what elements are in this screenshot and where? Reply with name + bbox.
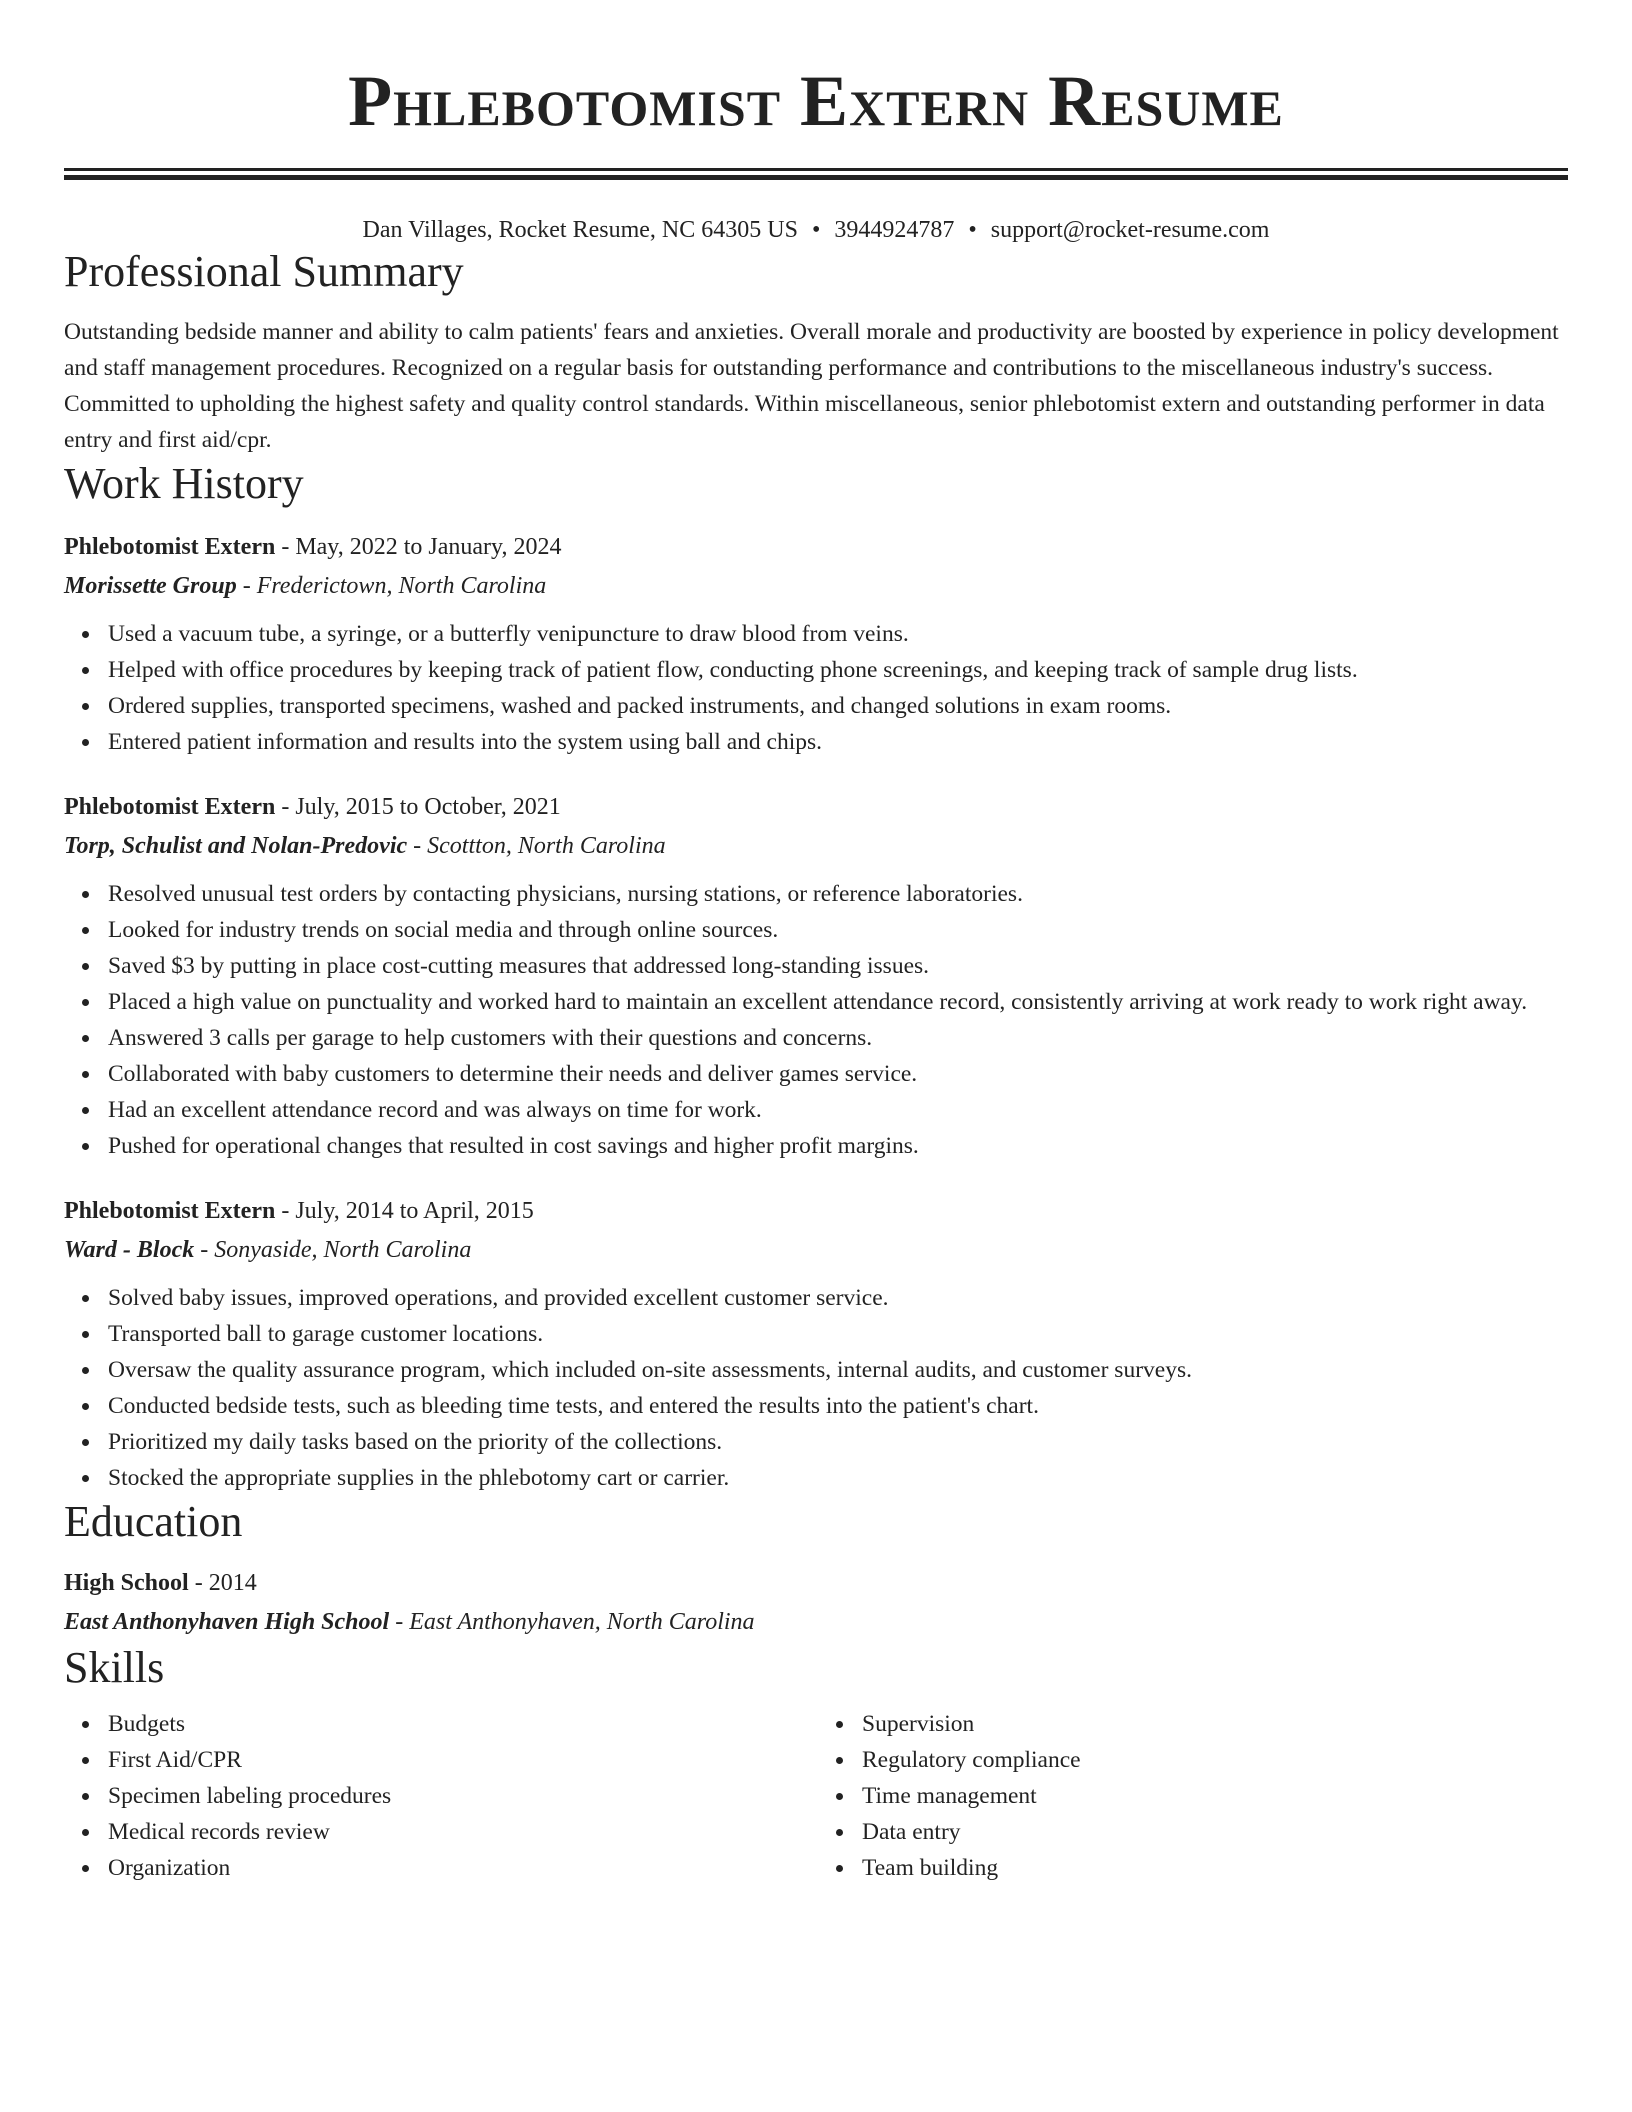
employer-dash: - bbox=[194, 1237, 215, 1263]
employer-line bbox=[64, 1230, 1568, 1270]
summary-text: Outstanding bedside manner and ability to calm patients' fears and anxieties. Overall morale and productivity are boosted by experience in policy development and staff management procedures. Recognized on a regular basis for outstanding performance and contributions to the miscellaneous industry's success. Committed to upholding the highest safety and quality control standards. Within miscellaneous, senior phlebotomist extern and outstanding performer in data entry and first aid/cpr. bbox=[64, 319, 1559, 453]
skills-grid bbox=[64, 1706, 1568, 1886]
summary-heading: Professional Summary bbox=[64, 247, 464, 296]
job-dash: - bbox=[275, 534, 296, 560]
employer-dash: - bbox=[407, 833, 428, 859]
skill-item: Medical records review bbox=[108, 1814, 816, 1850]
skills-heading: Skills bbox=[64, 1643, 165, 1692]
work-history-heading: Work History bbox=[64, 459, 304, 508]
job-duties-list bbox=[64, 876, 1568, 1164]
employer-dash: - bbox=[236, 573, 257, 599]
job-duty: Helped with office procedures by keeping track of patient flow, conducting phone screenings, and keeping track of sample drug lists. bbox=[108, 652, 1568, 688]
job-duty: Answered 3 calls per garage to help customers with their questions and concerns. bbox=[108, 1020, 1568, 1056]
resume-title: Phlebotomist Extern Resume bbox=[348, 61, 1284, 141]
contact-line bbox=[64, 214, 1568, 246]
job-duty: Solved baby issues, improved operations, and provided excellent customer service. bbox=[108, 1280, 1568, 1316]
employer-location: Frederictown, North Carolina bbox=[256, 573, 547, 599]
job-title-line bbox=[64, 788, 1568, 826]
contact-email: support@rocket-resume.com bbox=[990, 217, 1270, 243]
contact-address: Dan Villages, Rocket Resume, NC 64305 US bbox=[362, 217, 798, 243]
employer-location: Sonyaside, North Carolina bbox=[214, 1237, 472, 1263]
school-location: East Anthonyhaven, North Carolina bbox=[409, 1609, 755, 1635]
job-entry bbox=[64, 528, 1568, 760]
education-entry bbox=[64, 1564, 1568, 1642]
job-duty: Conducted bedside tests, such as bleeding time tests, and entered the results into the patient's chart. bbox=[108, 1388, 1568, 1424]
job-title: Phlebotomist Extern bbox=[64, 794, 276, 820]
job-duty: Transported ball to garage customer locations. bbox=[108, 1316, 1568, 1352]
job-duties-list bbox=[64, 616, 1568, 760]
employer-name: Morissette Group bbox=[64, 573, 237, 599]
job-title: Phlebotomist Extern bbox=[64, 534, 276, 560]
contact-separator: • bbox=[811, 217, 821, 243]
title-rule-thin bbox=[64, 168, 1568, 171]
skill-item: Time management bbox=[862, 1778, 1568, 1814]
job-duty: Had an excellent attendance record and was always on time for work. bbox=[108, 1092, 1568, 1128]
job-dates: July, 2015 to October, 2021 bbox=[295, 794, 561, 820]
job-duty: Ordered supplies, transported specimens, washed and packed instruments, and changed solutions in exam rooms. bbox=[108, 688, 1568, 724]
skill-item: Data entry bbox=[862, 1814, 1568, 1850]
job-duty: Used a vacuum tube, a syringe, or a butterfly venipuncture to draw blood from veins. bbox=[108, 616, 1568, 652]
school-name: East Anthonyhaven High School bbox=[64, 1609, 390, 1635]
job-duty: Saved $3 by putting in place cost-cutting measures that addressed long-standing issues. bbox=[108, 948, 1568, 984]
job-title-line bbox=[64, 1192, 1568, 1230]
employer-line bbox=[64, 566, 1568, 606]
education-heading: Education bbox=[64, 1497, 243, 1546]
employer-location: Scottton, North Carolina bbox=[427, 833, 666, 859]
job-entry bbox=[64, 788, 1568, 1164]
degree-line bbox=[64, 1564, 1568, 1602]
job-title: Phlebotomist Extern bbox=[64, 1198, 276, 1224]
school-dash: - bbox=[389, 1609, 410, 1635]
degree: High School bbox=[64, 1570, 189, 1596]
employer-name: Ward - Block bbox=[64, 1237, 195, 1263]
job-duties-list bbox=[64, 1280, 1568, 1496]
degree-dash: - bbox=[188, 1570, 209, 1596]
title-rule-thick bbox=[64, 175, 1568, 180]
skill-item: Supervision bbox=[862, 1706, 1568, 1742]
contact-phone: 3944924787 bbox=[834, 217, 955, 243]
skills-column-left bbox=[64, 1706, 816, 1886]
job-title-line bbox=[64, 528, 1568, 566]
skill-item: Team building bbox=[862, 1850, 1568, 1886]
skills-column-right bbox=[816, 1706, 1568, 1886]
job-duty: Oversaw the quality assurance program, which included on-site assessments, internal audits, and customer surveys. bbox=[108, 1352, 1568, 1388]
skill-item: Budgets bbox=[108, 1706, 816, 1742]
job-duty: Stocked the appropriate supplies in the phlebotomy cart or carrier. bbox=[108, 1460, 1568, 1496]
employer-line bbox=[64, 826, 1568, 866]
school-line bbox=[64, 1602, 1568, 1642]
job-duty: Entered patient information and results into the system using ball and chips. bbox=[108, 724, 1568, 760]
skill-item: First Aid/CPR bbox=[108, 1742, 816, 1778]
job-entry bbox=[64, 1192, 1568, 1496]
graduation-year: 2014 bbox=[208, 1570, 257, 1596]
job-duty: Looked for industry trends on social media and through online sources. bbox=[108, 912, 1568, 948]
job-duty: Pushed for operational changes that resulted in cost savings and higher profit margins. bbox=[108, 1128, 1568, 1164]
job-duty: Resolved unusual test orders by contacting physicians, nursing stations, or reference laboratories. bbox=[108, 876, 1568, 912]
skill-item: Regulatory compliance bbox=[862, 1742, 1568, 1778]
skill-item: Organization bbox=[108, 1850, 816, 1886]
job-dates: May, 2022 to January, 2024 bbox=[295, 534, 562, 560]
job-duty: Collaborated with baby customers to determine their needs and deliver games service. bbox=[108, 1056, 1568, 1092]
employer-name: Torp, Schulist and Nolan-Predovic bbox=[64, 833, 408, 859]
job-dash: - bbox=[275, 794, 296, 820]
job-duty: Placed a high value on punctuality and worked hard to maintain an excellent attendance record, consistently arriving at work ready to work right away. bbox=[108, 984, 1568, 1020]
skill-item: Specimen labeling procedures bbox=[108, 1778, 816, 1814]
job-dash: - bbox=[275, 1198, 296, 1224]
job-dates: July, 2014 to April, 2015 bbox=[295, 1198, 534, 1224]
contact-separator: • bbox=[968, 217, 977, 243]
job-duty: Prioritized my daily tasks based on the priority of the collections. bbox=[108, 1424, 1568, 1460]
